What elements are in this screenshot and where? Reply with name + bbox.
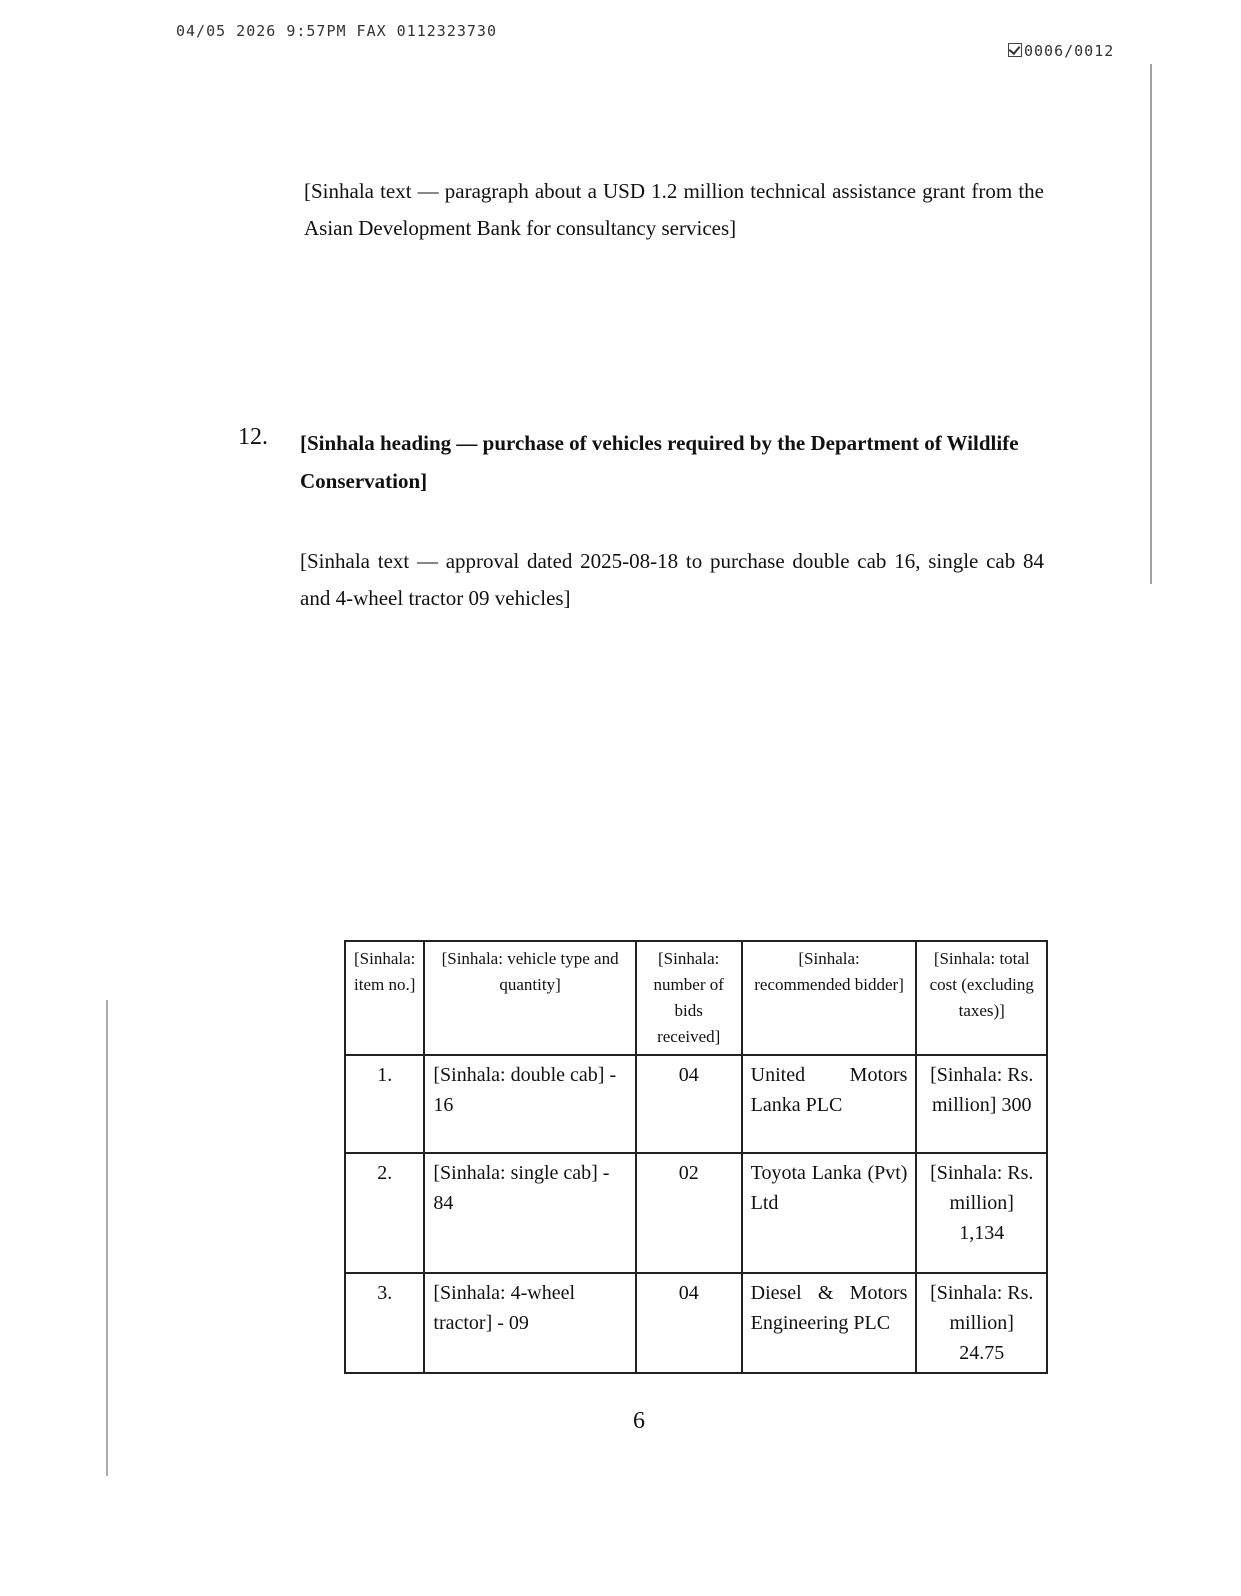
cell-bidder: United Motors Lanka PLC [742,1055,917,1153]
cell-cost: [Sinhala: Rs. million] 300 [916,1055,1047,1153]
table-header-row [345,941,1047,1055]
header-total-cost: [Sinhala: total cost (excluding taxes)] [916,941,1047,1055]
header-vehicle-type: [Sinhala: vehicle type and quantity] [424,941,635,1055]
cell-bidder: Toyota Lanka (Pvt) Ltd [742,1153,917,1273]
header-item-no: [Sinhala: item no.] [345,941,424,1055]
cell-bids: 04 [636,1273,742,1373]
cell-cost: [Sinhala: Rs. million] 24.75 [916,1273,1047,1373]
fax-page-counter-text: 0006/0012 [1024,42,1115,60]
header-bids-received: [Sinhala: number of bids received] [636,941,742,1055]
fax-header-line: 04/05 2026 9:57PM FAX 0112323730 [176,22,497,40]
table-row [345,1055,1047,1153]
cell-vehicle: [Sinhala: single cab] - 84 [424,1153,635,1273]
cell-vehicle: [Sinhala: double cab] - 16 [424,1055,635,1153]
page-number: 6 [633,1408,645,1434]
fax-page-counter [1008,42,1114,60]
cell-no: 3. [345,1273,424,1373]
paragraph-1: [Sinhala text — paragraph about a USD 1.2 million technical assistance grant from the Asian Development Bank for consultancy services] [304,179,1044,240]
cell-vehicle: [Sinhala: 4-wheel tractor] - 09 [424,1273,635,1373]
header-recommended-bidder: [Sinhala: recommended bidder] [742,941,917,1055]
item-body: [Sinhala text — approval dated 2025-08-18 to purchase double cab 16, single cab 84 and 4-wheel tractor 09 vehicles] [300,549,1044,610]
cell-bidder: Diesel & Motors Engineering PLC [742,1273,917,1373]
cell-no: 1. [345,1055,424,1153]
checkbox-icon [1008,43,1022,57]
vehicle-procurement-table [344,940,1048,1374]
cell-bids: 02 [636,1153,742,1273]
item-title: [Sinhala heading — purchase of vehicles required by the Department of Wildlife Conservation] [300,431,1019,493]
cell-no: 2. [345,1153,424,1273]
scan-edge-mark [106,1000,108,1476]
scan-edge-mark [1150,64,1152,584]
table-row [345,1153,1047,1273]
cell-cost: [Sinhala: Rs. million] 1,134 [916,1153,1047,1273]
item-number: 12. [238,424,268,450]
table-row [345,1273,1047,1373]
cell-bids: 04 [636,1055,742,1153]
